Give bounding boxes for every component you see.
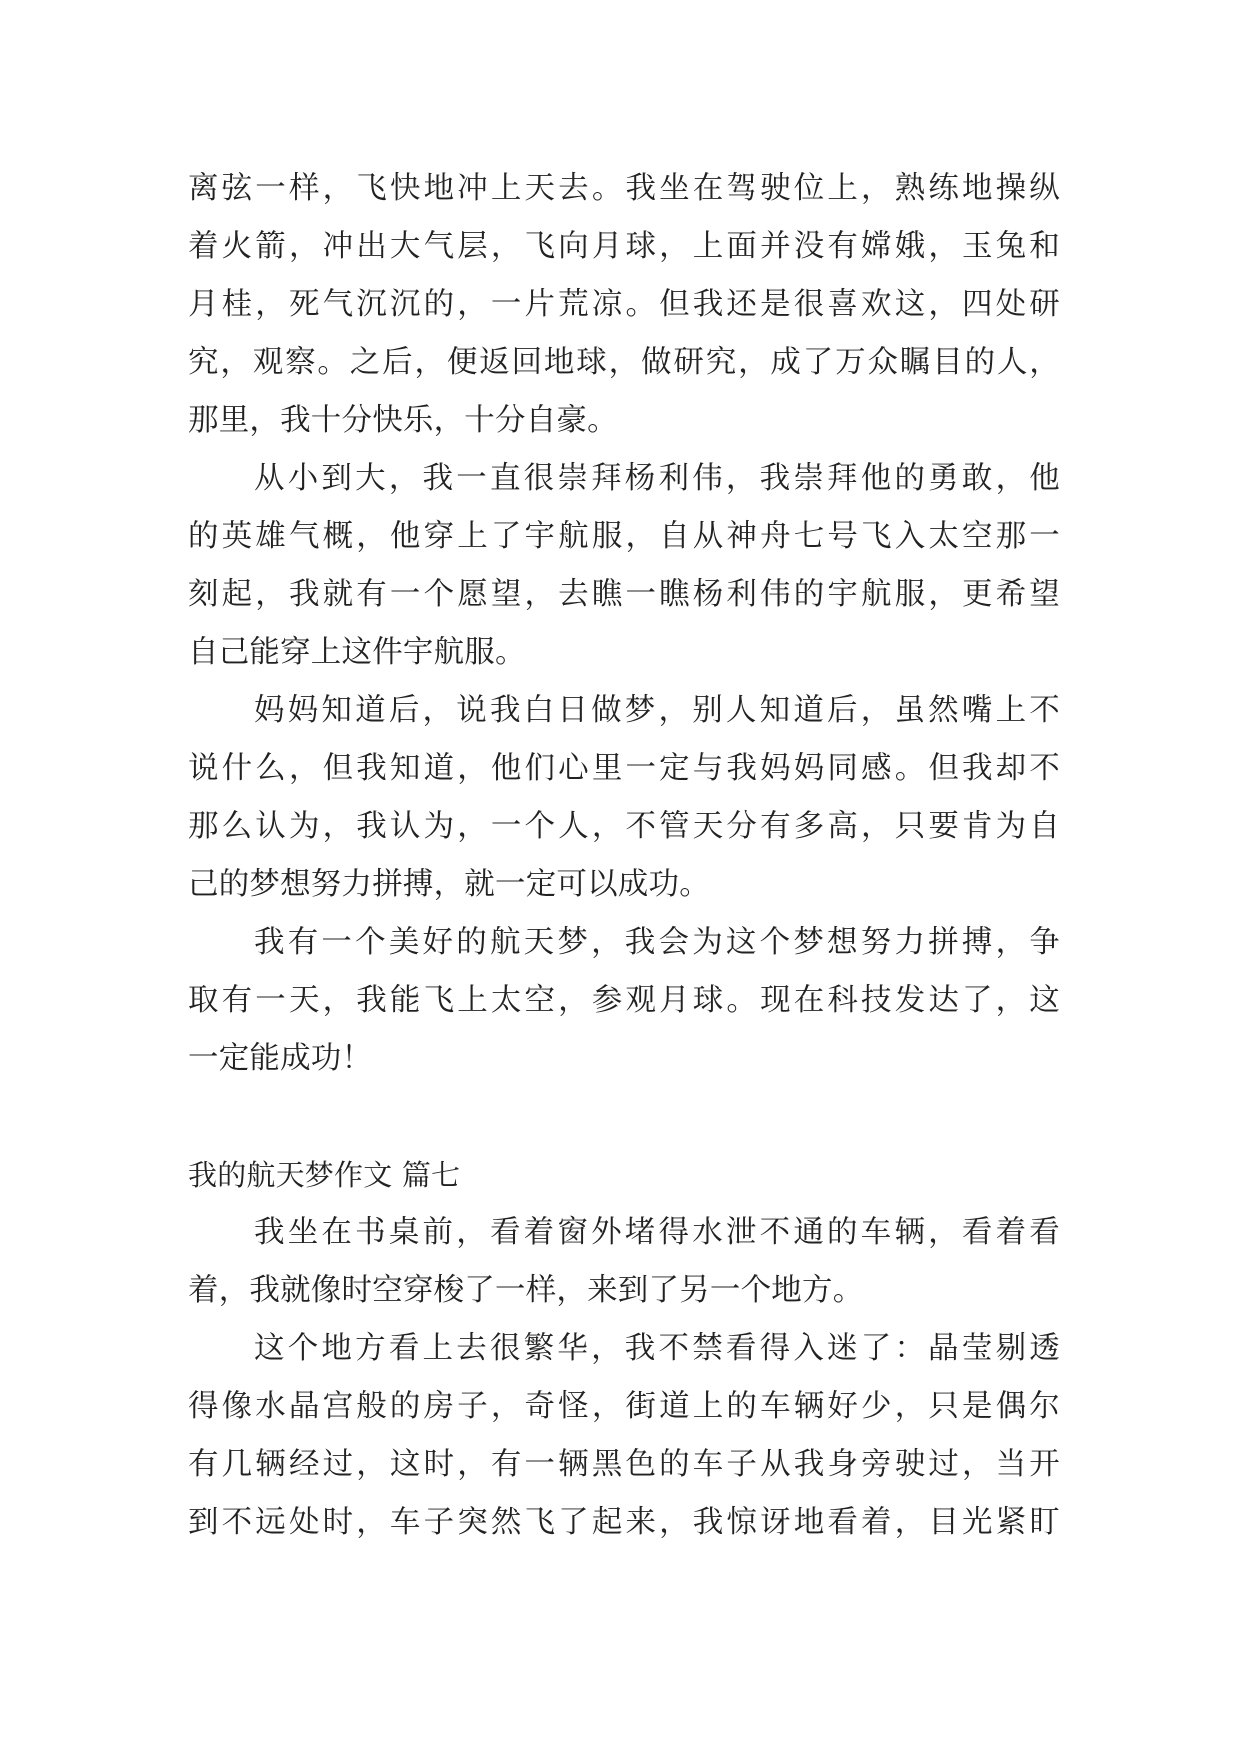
text-line: 月桂，死气沉沉的，一片荒凉。但我还是很喜欢这，四处研 — [188, 287, 1060, 322]
text-line: 离弦一样，飞快地冲上天去。我坐在驾驶位上，熟练地操纵 — [188, 171, 1060, 206]
section-heading: 我的航天梦作文 篇七 — [188, 1158, 461, 1192]
paragraph — [188, 450, 1060, 682]
text-line: 自己能穿上这件宇航服。 — [188, 635, 526, 670]
text-line: 那里，我十分快乐，十分自豪。 — [188, 403, 618, 438]
paragraph — [188, 1320, 1060, 1552]
text-line: 从小到大，我一直很崇拜杨利伟，我崇拜他的勇敢，他 — [254, 461, 1060, 496]
text-line: 这个地方看上去很繁华，我不禁看得入迷了：晶莹剔透 — [254, 1331, 1060, 1366]
text-line: 我坐在书桌前，看着窗外堵得水泄不通的车辆，看着看 — [254, 1215, 1060, 1250]
paragraph — [188, 1204, 1060, 1320]
paragraph — [188, 160, 1060, 450]
text-line: 的英雄气概，他穿上了宇航服，自从神舟七号飞入太空那一 — [188, 519, 1060, 554]
text-line: 己的梦想努力拼搏，就一定可以成功。 — [188, 867, 710, 902]
text-line: 到不远处时，车子突然飞了起来，我惊讶地看着，目光紧盯 — [188, 1505, 1060, 1540]
text-line: 刻起，我就有一个愿望，去瞧一瞧杨利伟的宇航服，更希望 — [188, 577, 1060, 612]
text-line: 妈妈知道后，说我白日做梦，别人知道后，虽然嘴上不 — [254, 693, 1060, 728]
text-line: 得像水晶宫般的房子，奇怪，街道上的车辆好少，只是偶尔 — [188, 1389, 1060, 1424]
text-line: 究，观察。之后，便返回地球，做研究，成了万众瞩目的人， — [188, 345, 1060, 380]
paragraph — [188, 682, 1060, 914]
text-line: 着，我就像时空穿梭了一样，来到了另一个地方。 — [188, 1273, 864, 1308]
text-line: 说什么，但我知道，他们心里一定与我妈妈同感。但我却不 — [188, 751, 1060, 786]
text-line: 着火箭，冲出大气层，飞向月球，上面并没有嫦娥，玉兔和 — [188, 229, 1060, 264]
document-body — [188, 160, 1060, 1552]
text-line: 取有一天，我能飞上太空，参观月球。现在科技发达了，这 — [188, 983, 1060, 1018]
text-line: 我有一个美好的航天梦，我会为这个梦想努力拼搏，争 — [254, 925, 1060, 960]
text-line: 有几辆经过，这时，有一辆黑色的车子从我身旁驶过，当开 — [188, 1447, 1060, 1482]
blank-line — [188, 1088, 1060, 1146]
paragraph — [188, 914, 1060, 1088]
text-line: 那么认为，我认为，一个人，不管天分有多高，只要肯为自 — [188, 809, 1060, 844]
text-line: 一定能成功！ — [188, 1041, 373, 1076]
